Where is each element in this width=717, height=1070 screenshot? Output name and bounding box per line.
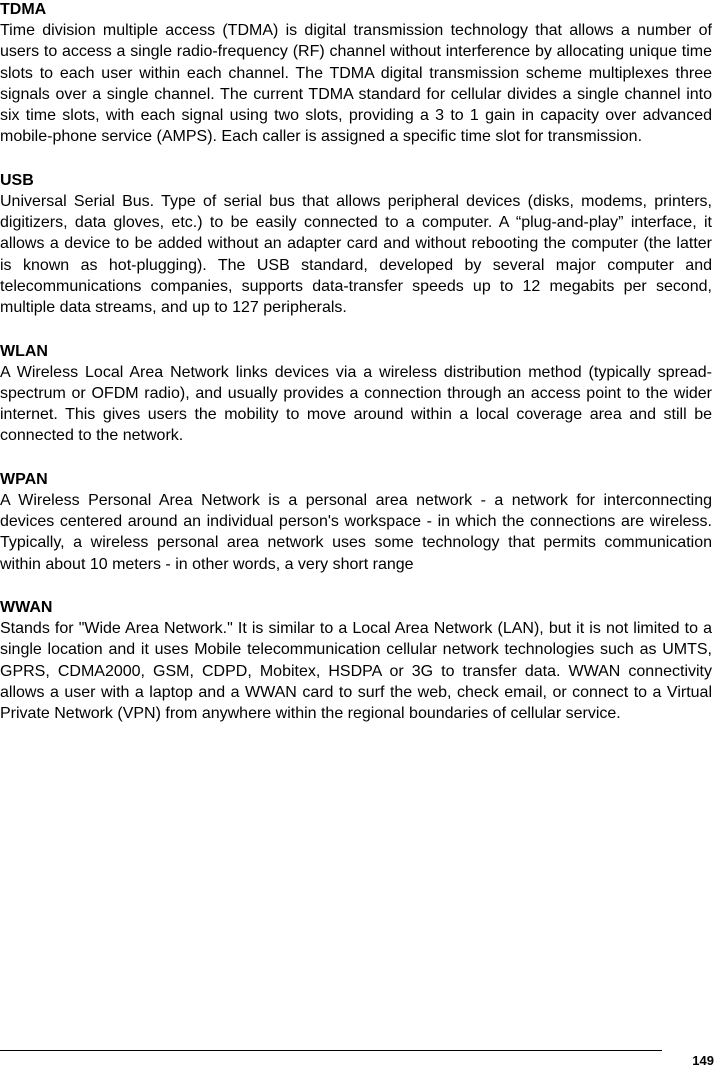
term-heading: TDMA [0,1,47,18]
term-definition: Stands for "Wide Area Network." It is similar to a Local Area Network (LAN), but it is not limited to a single location and it uses Mobile telecommunication cellular network technologies such as UMTS, GPRS, CDMA2000, GSM, CDPD, Mobitex, HSDPA or 3G to transfer data. WWAN connectivity allows a user with a laptop and a WWAN card to surf the web, check email, or connect to a Virtual Private Network (VPN) from anywhere within the regional boundaries of cellular service. [0,619,712,723]
term-definition: Universal Serial Bus. Type of serial bus that allows peripheral devices (disks, modems, printers, digitizers, data gloves, etc.) to be easily connected to a computer. A “plug-and-play” interface, it allows a device to be added without an adapter card and without rebooting the computer (the latter is known as hot-plugging). The USB standard, developed by several major computer and telecommunications companies, supports data-transfer speeds up to 12 megabits per second, multiple data streams, and up to 127 peripherals. [0,192,712,317]
page-number: 149 [692,1053,714,1068]
term-definition: Time division multiple access (TDMA) is digital transmission technology that allows a number of users to access a single radio-frequency (RF) channel without interference by allocating unique time slots to each user within each channel. The TDMA digital transmission scheme multiplexes three signals over a single channel. The current TDMA standard for cellular divides a single channel into six time slots, with each signal using two slots, providing a 3 to 1 gain in capacity over advanced mobile-phone service (AMPS). Each caller is assigned a specific time slot for transmission. [0,22,712,146]
glossary-entry-wpan [0,470,712,575]
term-heading: WLAN [0,342,48,360]
glossary-entry-usb [0,171,712,319]
glossary-entry-tdma [0,0,712,148]
glossary-entry-wwan [0,598,712,724]
term-heading: WWAN [0,598,53,616]
term-heading: WPAN [0,470,48,488]
term-heading: USB [0,171,34,189]
glossary-entry-wlan [0,342,712,447]
footer-divider [0,1050,662,1051]
term-definition: A Wireless Local Area Network links devices via a wireless distribution method (typically spread-spectrum or OFDM radio), and usually provides a connection through an access point to the wider internet. This gives users the mobility to move around within a local coverage area and still be connected to the network. [0,363,712,445]
term-definition: A Wireless Personal Area Network is a personal area network - a network for interconnecting devices centered around an individual person's workspace - in which the connections are wireless. Typically, a wireless personal area network uses some technology that permits communication within about 10 meters - in other words, a very short range [0,491,712,573]
